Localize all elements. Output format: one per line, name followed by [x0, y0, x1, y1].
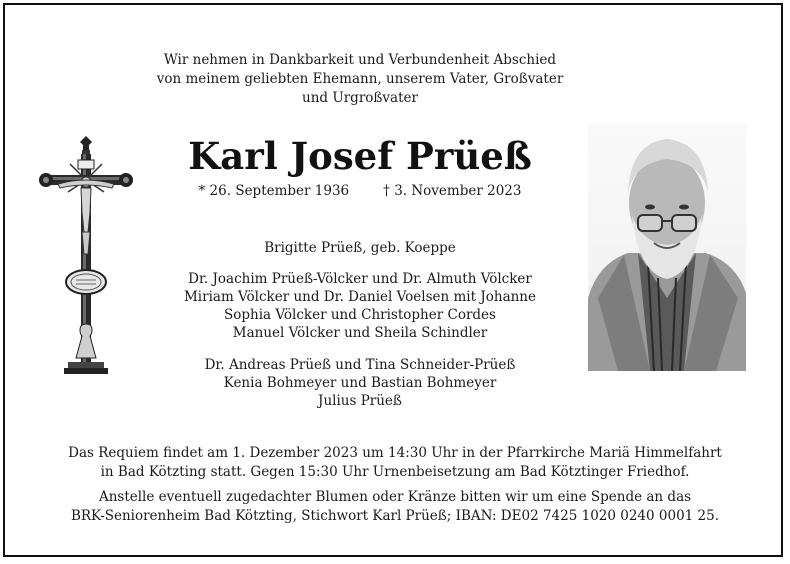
- life-dates: [180, 183, 540, 199]
- requiem-line: Das Requiem findet am 1. Dezember 2023 um 14:30 Uhr in der Pfarrkirche Mariä Himmelfahrt: [68, 445, 722, 461]
- donation-line: Anstelle eventuell zugedachter Blumen oder Kränze bitten wir um eine Spende an das: [98, 489, 692, 505]
- donation-line: BRK-Seniorenheim Bad Kötzting, Stichwort Karl Prüeß; IBAN: DE02 7425 1020 0240 0001 25.: [70, 508, 720, 524]
- mourner-line: Dr. Joachim Prüeß-Völcker und Dr. Almuth Völcker: [188, 271, 532, 287]
- mourner-line: Brigitte Prüeß, geb. Koeppe: [264, 240, 456, 256]
- crucifix-image: [38, 132, 134, 382]
- requiem-line: in Bad Kötzting statt. Gegen 15:30 Uhr Urnenbeisetzung am Bad Kötztinger Friedhof.: [100, 464, 690, 480]
- requiem-info: [20, 444, 770, 482]
- intro-line: und Urgroßvater: [302, 90, 418, 106]
- mourner-line: Miriam Völcker und Dr. Daniel Voelsen mit Johanne: [183, 289, 536, 305]
- mourner-group-family-2: [140, 356, 580, 410]
- mourner-line: Julius Prüeß: [318, 393, 402, 409]
- mourner-group-spouse: [140, 239, 580, 257]
- mourner-line: Manuel Völcker und Sheila Schindler: [232, 325, 488, 341]
- intro-line: Wir nehmen in Dankbarkeit und Verbundenheit Abschied: [163, 52, 557, 68]
- mourner-line: Dr. Andreas Prüeß und Tina Schneider-Prüeß: [204, 357, 516, 373]
- donation-info: [20, 488, 770, 526]
- mourner-group-family-1: [140, 270, 580, 342]
- deceased-name: Karl Josef Prüeß: [188, 134, 532, 178]
- intro-text: [130, 51, 590, 108]
- birth-date: * 26. September 1936: [198, 183, 350, 199]
- mourner-line: Kenia Bohmeyer und Bastian Bohmeyer: [223, 375, 497, 391]
- death-date: † 3. November 2023: [383, 183, 522, 199]
- intro-line: von meinem geliebten Ehemann, unserem Vater, Großvater: [156, 71, 564, 87]
- portrait-photo: [588, 123, 746, 371]
- mourner-line: Sophia Völcker und Christopher Cordes: [224, 307, 496, 323]
